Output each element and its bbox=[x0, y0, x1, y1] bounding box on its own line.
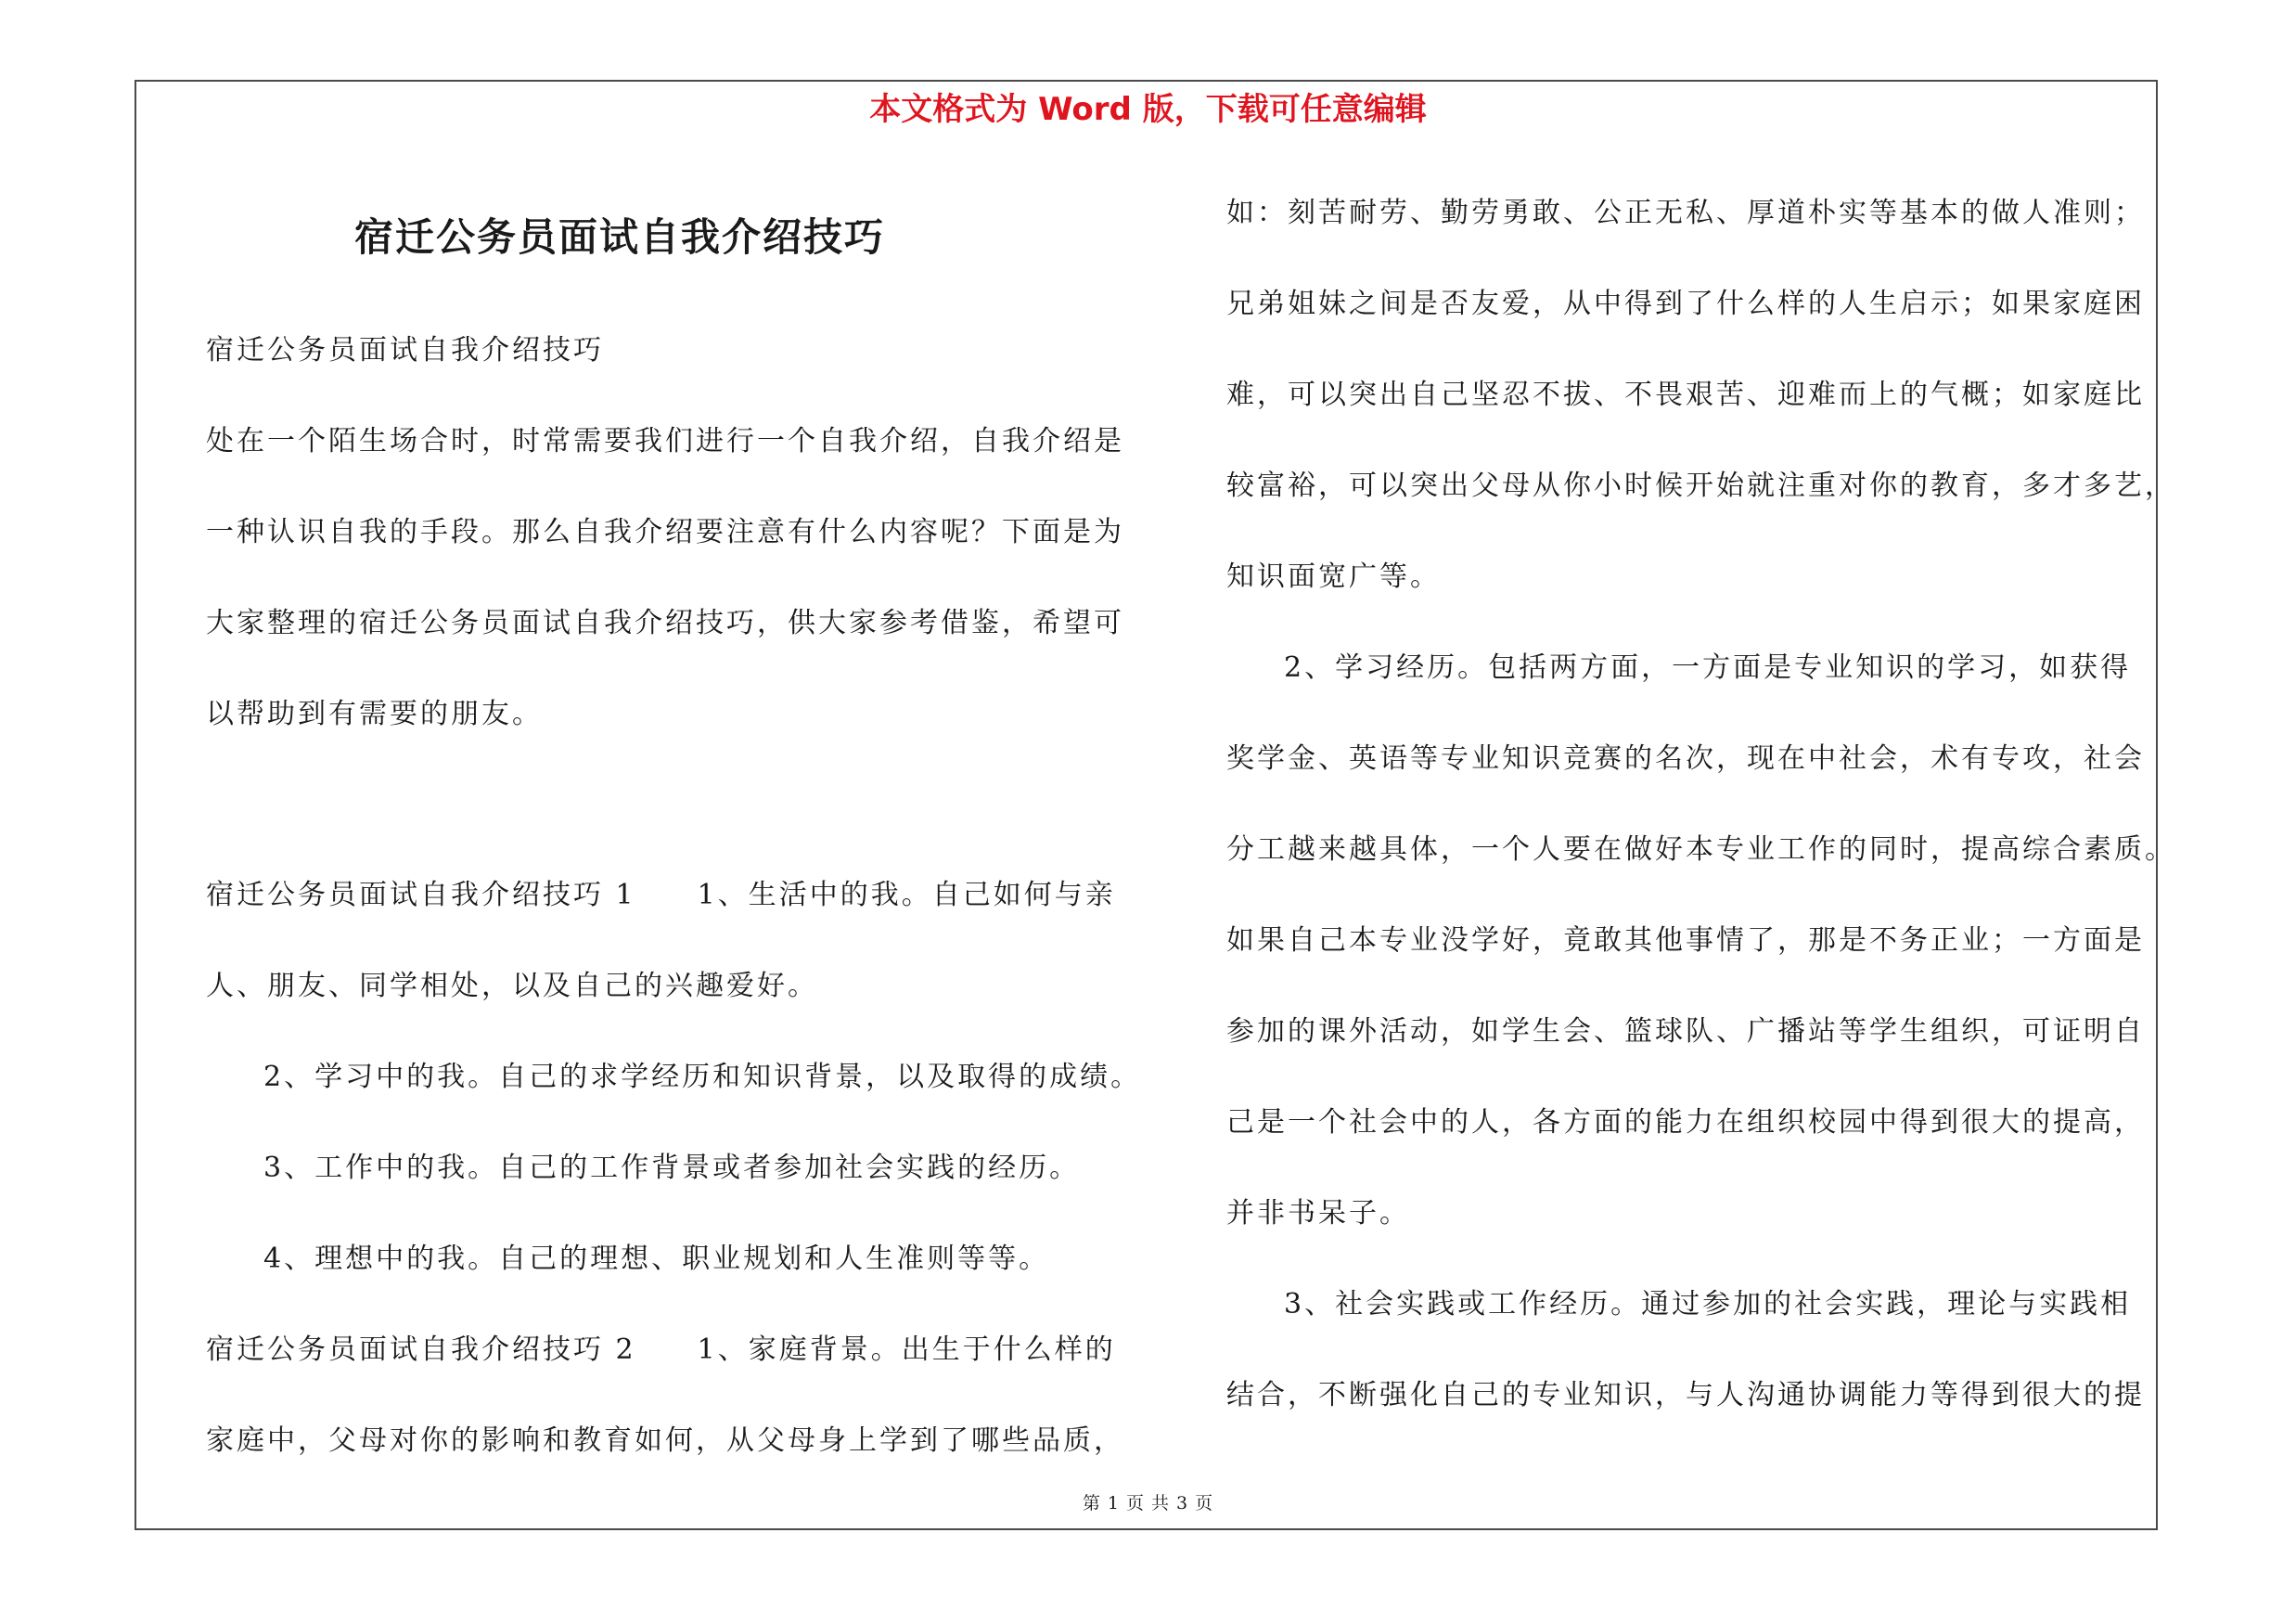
family-paragraph-line: 难，可以突出自己坚忍不拔、不畏艰苦、迎难而上的气概；如家庭比 bbox=[1226, 379, 2145, 411]
practice-paragraph-line: 3、社会实践或工作经历。通过参加的社会实践，理论与实践相 bbox=[1284, 1288, 2132, 1320]
study-paragraph-line: 如果自己本专业没学好，竟敢其他事情了，那是不务正业；一方面是 bbox=[1226, 924, 2145, 957]
subtitle-line: 宿迁公务员面试自我介绍技巧 bbox=[206, 334, 604, 367]
section2-line: 家庭中，父母对你的影响和教育如何，从父母身上学到了哪些品质， bbox=[206, 1424, 1124, 1457]
study-paragraph-line: 并非书呆子。 bbox=[1226, 1197, 1410, 1230]
study-paragraph-line: 分工越来越具体，一个人要在做好本专业工作的同时，提高综合素质。 bbox=[1226, 833, 2175, 866]
study-paragraph-line: 2、学习经历。包括两方面，一方面是专业知识的学习，如获得 bbox=[1284, 651, 2132, 684]
practice-paragraph-line: 结合，不断强化自己的专业知识，与人沟通协调能力等得到很大的提 bbox=[1226, 1379, 2145, 1411]
section1-item: 4、理想中的我。自己的理想、职业规划和人生准则等等。 bbox=[263, 1243, 1050, 1275]
family-paragraph-line: 较富裕，可以突出父母从你小时候开始就注重对你的教育，多才多艺， bbox=[1226, 470, 2175, 502]
family-paragraph-line: 知识面宽广等。 bbox=[1226, 560, 1441, 593]
page-number: 第 1 页 共 3 页 bbox=[1082, 1493, 1214, 1514]
section1-line: 宿迁公务员面试自我介绍技巧 1 1、生活中的我。自己如何与亲 bbox=[206, 879, 1116, 911]
section2-line: 宿迁公务员面试自我介绍技巧 2 1、家庭背景。出生于什么样的 bbox=[206, 1333, 1116, 1366]
intro-line: 一种认识自我的手段。那么自我介绍要注意有什么内容呢？下面是为 bbox=[206, 516, 1124, 548]
study-paragraph-line: 奖学金、英语等专业知识竞赛的名次，现在中社会，术有专攻，社会 bbox=[1226, 742, 2145, 775]
study-paragraph-line: 参加的课外活动，如学生会、篮球队、广播站等学生组织，可证明自 bbox=[1226, 1015, 2145, 1048]
intro-line: 大家整理的宿迁公务员面试自我介绍技巧，供大家参考借鉴，希望可 bbox=[206, 607, 1124, 639]
study-paragraph-line: 己是一个社会中的人，各方面的能力在组织校园中得到很大的提高， bbox=[1226, 1106, 2145, 1139]
section1-item: 2、学习中的我。自己的求学经历和知识背景，以及取得的成绩。 bbox=[263, 1061, 1142, 1093]
family-paragraph-line: 如：刻苦耐劳、勤劳勇敢、公正无私、厚道朴实等基本的做人准则； bbox=[1226, 197, 2145, 229]
intro-line: 以帮助到有需要的朋友。 bbox=[206, 698, 543, 730]
intro-line: 处在一个陌生场合时，时常需要我们进行一个自我介绍，自我介绍是 bbox=[206, 425, 1124, 457]
section1-line: 人、朋友、同学相处，以及自己的兴趣爱好。 bbox=[206, 970, 818, 1002]
document-title: 宿迁公务员面试自我介绍技巧 bbox=[354, 214, 886, 260]
section1-item: 3、工作中的我。自己的工作背景或者参加社会实践的经历。 bbox=[263, 1152, 1081, 1184]
format-banner: 本文格式为 Word 版，下载可任意编辑 bbox=[869, 91, 1427, 128]
family-paragraph-line: 兄弟姐妹之间是否友爱，从中得到了什么样的人生启示；如果家庭困 bbox=[1226, 288, 2145, 320]
